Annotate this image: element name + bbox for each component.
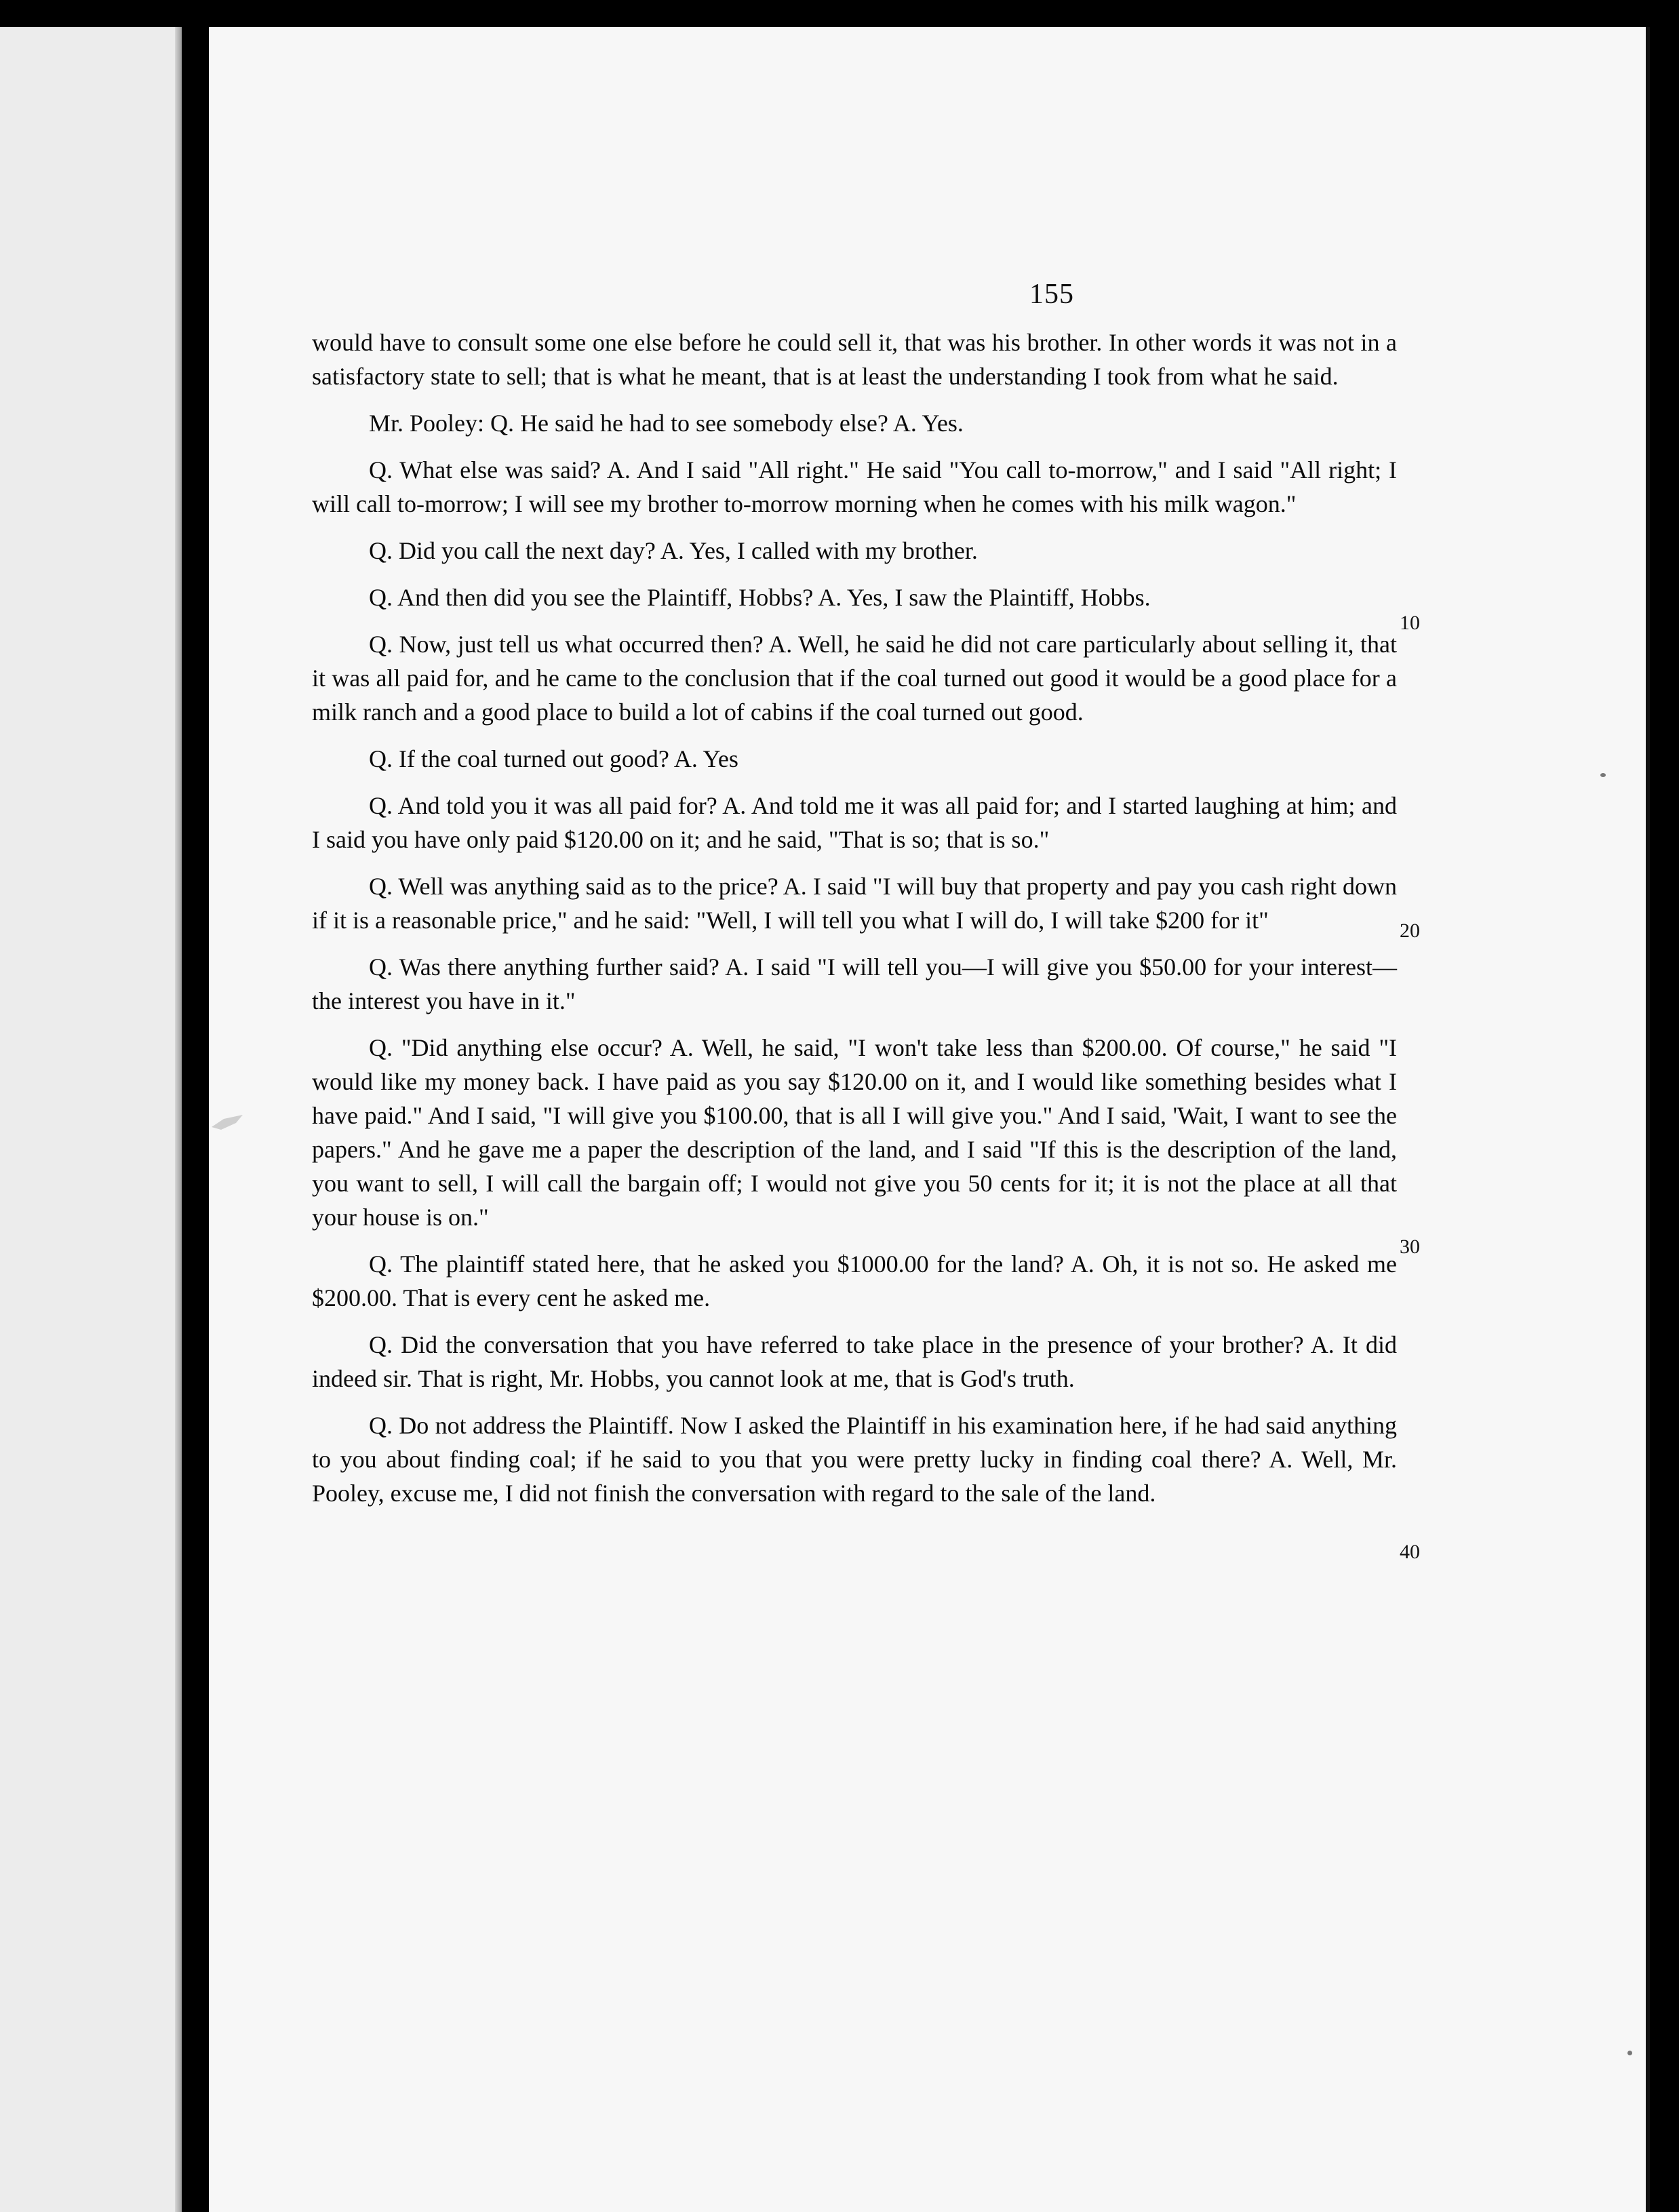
facing-page-edge xyxy=(0,27,182,2212)
paragraph: Q. "Did anything else occur? A. Well, he said, "I won't take less than $200.00. Of course," he said "I would like my money back. I have paid as you say $120.00 on it, and I would like something besides what I have paid." And I said, "I will give you $100.00, that is all I will give you." And I said, 'Wait, I want to see the papers." And he gave me a paper the description of the land, and I said "If this is the description of the land, you want to sell, I will call the bargain off; I would not give you 50 cents for it; it is not the place at all that your house is on." xyxy=(312,1034,1397,1231)
line-number-30: 30 xyxy=(1400,1236,1420,1258)
paragraph: Q. What else was said? A. And I said "All right." He said "You call to-morrow," and I said "All right; I will call to-morrow; I will see my brother to-morrow morning when he comes with his milk wagon." xyxy=(312,456,1397,517)
transcript-body xyxy=(312,325,1397,1523)
binding-gutter xyxy=(182,27,209,2212)
paragraph: Mr. Pooley: Q. He said he had to see somebody else? A. Yes. xyxy=(369,410,964,437)
page-speck xyxy=(1627,2051,1632,2055)
document-page xyxy=(209,27,1650,2212)
paragraph: Q. The plaintiff stated here, that he asked you $1000.00 for the land? A. Oh, it is not so. He asked me $200.00. That is every cent he asked me. xyxy=(312,1250,1397,1311)
paragraph: Q. And told you it was all paid for? A. And told me it was all paid for; and I started laughing at him; and I said you have only paid $120.00 on it; and he said, "That is so; that is so." xyxy=(312,792,1397,853)
paragraph: Q. Now, just tell us what occurred then? A. Well, he said he did not care particularly about selling it, that it was all paid for, and he came to the conclusion that if the coal turned out good it would be a good place for a milk ranch and a good place to build a lot of cabins if the coal turned out good. xyxy=(312,631,1397,726)
paragraph: Q. Did the conversation that you have referred to take place in the presence of your brother? A. It did indeed sir. That is right, Mr. Hobbs, you cannot look at me, that is God's truth. xyxy=(312,1331,1397,1392)
ink-smudge-mark xyxy=(209,1109,247,1137)
paragraph: Q. And then did you see the Plaintiff, Hobbs? A. Yes, I saw the Plaintiff, Hobbs. xyxy=(369,584,1151,611)
paragraph-continuation: would have to consult some one else before he could sell it, that was his brother. In other words it was not in a satisfactory state to sell; that is what he meant, that is at least the understanding I took from what he said. xyxy=(312,329,1397,390)
paragraph: Q. Was there anything further said? A. I said "I will tell you—I will give you $50.00 for your interest—the interest you have in it." xyxy=(312,953,1397,1014)
paragraph: Q. If the coal turned out good? A. Yes xyxy=(369,745,738,772)
right-border xyxy=(1646,27,1650,2212)
page-speck xyxy=(1600,773,1606,777)
paragraph: Q. Well was anything said as to the price? A. I said "I will buy that property and pay you cash right down if it is a reasonable price," and he said: "Well, I will tell you what I will do, I will take $200 for it" xyxy=(312,873,1397,934)
line-number-10: 10 xyxy=(1400,612,1420,634)
line-number-20: 20 xyxy=(1400,920,1420,942)
line-number-40: 40 xyxy=(1400,1541,1420,1563)
paragraph: Q. Did you call the next day? A. Yes, I called with my brother. xyxy=(369,537,978,564)
page-number: 155 xyxy=(1029,279,1074,310)
paragraph: Q. Do not address the Plaintiff. Now I asked the Plaintiff in his examination here, if he had said anything to you about finding coal; if he said to you that you were pretty lucky in finding coal there? A. Well, Mr. Pooley, excuse me, I did not finish the conversation with regard to the sale of the land. xyxy=(312,1412,1397,1507)
page-edge-shadow xyxy=(175,27,182,2212)
